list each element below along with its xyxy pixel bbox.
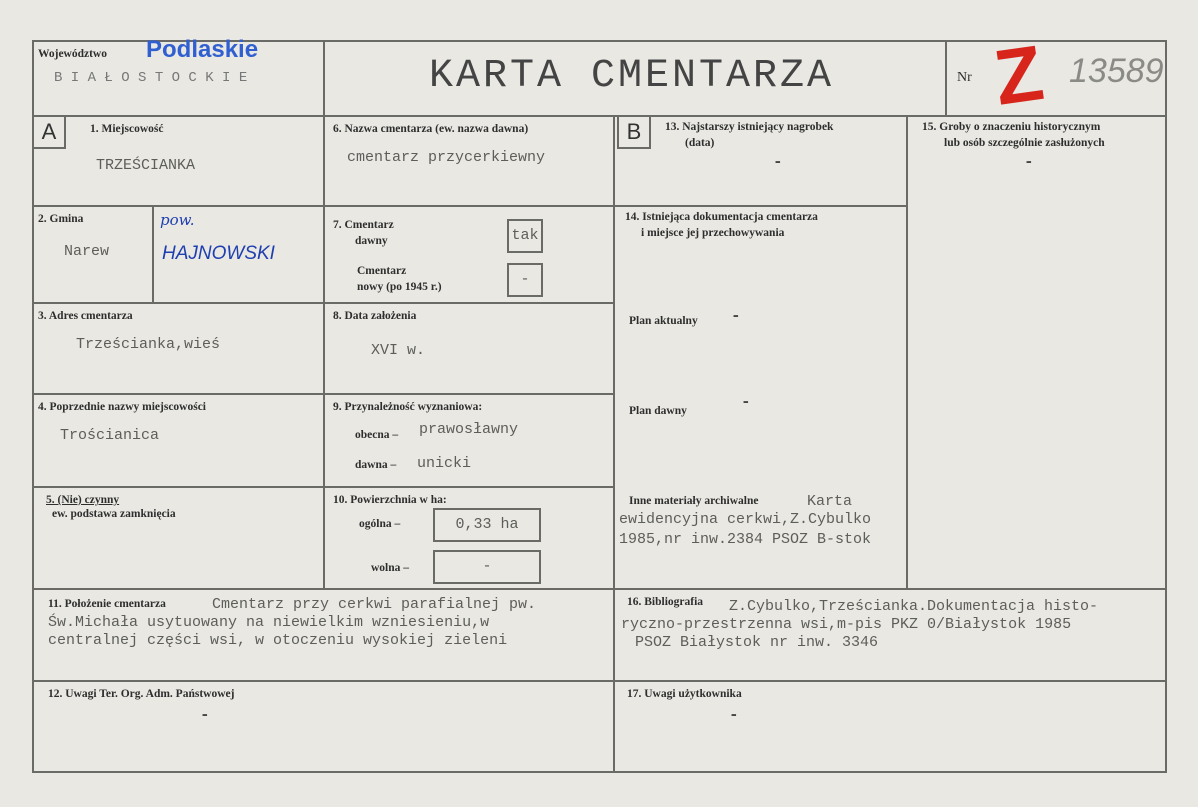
field-label: Plan aktualny	[629, 315, 698, 327]
old-cemetery-box: tak	[507, 219, 543, 253]
number-letter: Z	[989, 28, 1049, 122]
field-value: -	[731, 307, 741, 325]
field-label: 6. Nazwa cmentarza (ew. nazwa dawna)	[333, 123, 529, 135]
field-value: prawosławny	[419, 421, 519, 438]
field-value: -	[729, 706, 739, 724]
field-value: cmentarz przycerkiewny	[347, 149, 546, 166]
field-value: Cmentarz przy cerkwi parafialnej pw.	[212, 596, 537, 613]
field-label: wolna –	[371, 562, 410, 574]
field-2-commune	[32, 205, 325, 304]
voivodeship-stamp: Podlaskie	[146, 36, 259, 63]
county-label: pow.	[160, 211, 195, 229]
field-label: Cmentarz	[357, 265, 407, 277]
field-label: 3. Adres cmentarza	[38, 310, 133, 322]
field-label: Inne materiały archiwalne	[629, 495, 759, 507]
field-label: 13. Najstarszy istniejący nagrobek	[665, 121, 834, 133]
field-5-active	[32, 486, 325, 590]
field-label: 2. Gmina	[38, 213, 84, 225]
field-value: Trościanica	[60, 427, 160, 444]
number-cell	[945, 28, 1167, 122]
field-value: Trześcianka,wieś	[76, 336, 221, 353]
field-label: (data)	[685, 137, 715, 149]
voivodeship-cell	[32, 36, 325, 117]
field-label: lub osób szczególnie zasłużonych	[944, 137, 1105, 149]
page-title: KARTA CMENTARZA	[429, 54, 835, 99]
field-label: nowy (po 1945 r.)	[357, 281, 442, 293]
voivodeship-label: Województwo	[38, 48, 107, 60]
total-area-box: 0,33 ha	[433, 508, 541, 542]
voivodeship-typed: B I A Ł O S T O C K I E	[54, 70, 248, 86]
field-11-location	[32, 588, 615, 682]
field-label: 10. Powierzchnia w ha:	[333, 494, 447, 506]
field-3-address	[32, 302, 325, 395]
field-13-oldest-grave	[613, 115, 908, 207]
field-value: ewidencyjna cerkwi,Z.Cybulko	[619, 511, 872, 528]
field-label: 9. Przynależność wyznaniowa:	[333, 401, 483, 413]
field-label: 4. Poprzednie nazwy miejscowości	[38, 401, 206, 413]
field-value: -	[200, 706, 210, 724]
number-label: Nr	[957, 70, 972, 85]
field-label: dawna –	[355, 459, 397, 471]
field-value: PSOZ Białystok nr inw. 3346	[635, 634, 879, 651]
field-value: XVI w.	[371, 342, 426, 359]
field-value: -	[773, 153, 783, 171]
field-label: 7. Cmentarz	[333, 219, 394, 231]
field-label: Plan dawny	[629, 405, 687, 417]
field-label: 14. Istniejąca dokumentacja cmentarza	[625, 211, 818, 223]
field-16-bibliography	[613, 588, 1167, 682]
field-label: 5. (Nie) czynny	[46, 494, 120, 506]
field-label: i miejsce jej przechowywania	[641, 227, 785, 239]
field-label: 15. Groby o znaczeniu historycznym	[922, 121, 1101, 133]
field-1-locality	[32, 115, 325, 207]
field-value: Narew	[64, 243, 110, 260]
field-value: -	[1024, 153, 1034, 171]
title-cell	[323, 40, 947, 117]
field-10-area	[323, 486, 615, 590]
field-label: obecna –	[355, 429, 399, 441]
field-value: unicki	[417, 455, 472, 472]
section-a-letter: A	[32, 115, 66, 149]
field-label: 16. Bibliografia	[627, 596, 704, 608]
field-17-user-remarks	[613, 680, 1167, 773]
field-value: ryczno-przestrzenna wsi,m-pis PKZ 0/Białystok 1985	[621, 616, 1072, 633]
field-label: ogólna –	[359, 518, 401, 530]
section-b-letter: B	[617, 115, 651, 149]
field-8-founding-date	[323, 302, 615, 395]
field-9-denomination	[323, 393, 615, 488]
field-value: TRZEŚCIANKA	[96, 157, 196, 174]
field-label: dawny	[355, 235, 388, 247]
field-label: ew. podstawa zamknięcia	[52, 508, 176, 520]
field-value: Św.Michała usytuowany na niewielkim wzniesieniu,w	[48, 614, 490, 631]
field-value: centralnej części wsi, w otoczeniu wysokiej zieleni	[48, 632, 508, 649]
field-label: 12. Uwagi Ter. Org. Adm. Państwowej	[48, 688, 235, 700]
field-4-previous-names	[32, 393, 325, 488]
field-label: 17. Uwagi użytkownika	[627, 688, 742, 700]
field-label: 8. Data założenia	[333, 310, 417, 322]
county-value: HAJNOWSKI	[162, 243, 275, 264]
field-label: 1. Miejscowość	[90, 123, 164, 135]
field-label: 11. Położenie cmentarza	[48, 598, 166, 610]
number-value: 13589	[1069, 52, 1164, 90]
field-6-cemetery-name	[323, 115, 615, 207]
field-15-historic-graves	[906, 115, 1167, 590]
field-7-cemetery-type	[323, 205, 615, 304]
free-area-box: -	[433, 550, 541, 584]
new-cemetery-box: -	[507, 263, 543, 297]
field-value: -	[741, 393, 751, 411]
field-value: Karta	[807, 493, 853, 510]
field-value: 1985,nr inw.2384 PSOZ B-stok	[619, 531, 872, 548]
field-12-remarks	[32, 680, 615, 773]
field-value: Z.Cybulko,Trześcianka.Dokumentacja histo-	[729, 598, 1099, 615]
field-14-documentation	[613, 205, 908, 590]
